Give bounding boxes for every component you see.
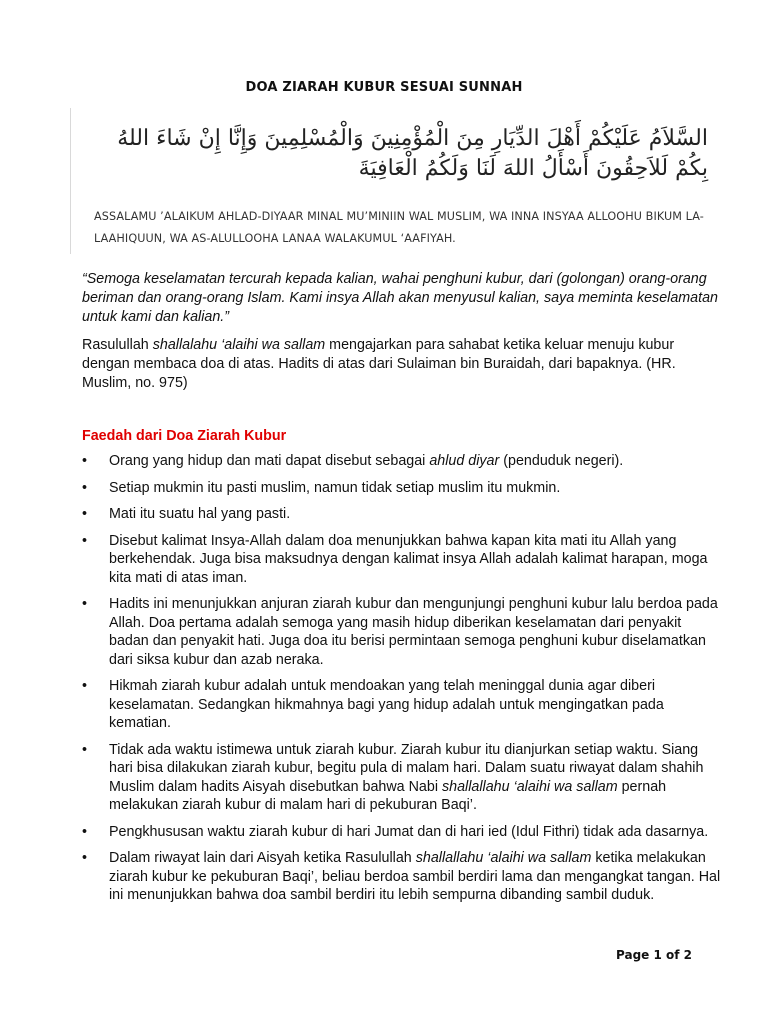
list-item: • Disebut kalimat Insya-Allah dalam doa menunjukkan bahwa kapan kita mati itu Allah yang berkehendak. Juga bisa maksudnya dengan kalimat insya Allah adalah kalimat harapan, moga kita mati di atas iman. [82,532,708,586]
benefit-list [82,452,722,913]
page-number: Page 1 of 2 [616,948,692,962]
bullet-icon: • [82,532,88,549]
list-item: • Mati itu suatu hal yang pasti. [82,506,291,522]
bullet-icon: • [82,823,88,840]
list-item: • Tidak ada waktu istimewa untuk ziarah kubur. Ziarah kubur itu dianjurkan setiap waktu. Siang hari bisa dilakukan ziarah kubur, begitu pula di malam hari. Dalam suatu riwayat dalam shahih Muslim dalam hadits Aisyah disebutkan bahwa Nabi shallallahu ‘alaihi wa sallam pernah melakukan ziarah kubur di malam hari di pekuburan Baqi’. [82,741,704,813]
list-item: • Hikmah ziarah kubur adalah untuk mendoakan yang telah meninggal dunia agar diberi keselamatan. Sedangkan hikmahnya bagi yang hidup adalah untuk mengingatkan pada kematian. [82,678,664,731]
hadith-note: Rasulullah shallalahu ‘alaihi wa sallam mengajarkan para sahabat ketika keluar menuju kubur dengan membaca doa di atas. Hadits di atas dari Sulaiman bin Buraidah, dari bapaknya. (HR. Muslim, no. 975) [82,337,676,391]
bullet-icon: • [82,453,88,469]
list-item: • Dalam riwayat lain dari Aisyah ketika Rasulullah shallallahu ‘alaihi wa sallam ketika melakukan ziarah kubur ke pekuburan Baqi’, beliau berdoa sambil berdiri lama dan mengangkat tangan. Hal ini menunjukkan bahwa doa sambil berdiri itu lebih sempurna dibanding sambil duduk. [82,850,721,903]
bullet-icon: • [82,596,88,612]
bullet-icon: • [82,850,88,866]
bullet-icon: • [82,479,88,496]
transliteration: ASSALAMU ’ALAIKUM AHLAD-DIYAAR MINAL MU’MINIIN WAL MUSLIM, WA INNA INSYAA ALLOOHU BIKUM LA-LAAHIQUUN, WA AS-ALULLOOHA LANAA WALAKUMUL ‘AAFIYAH. [94,210,704,245]
page-title: DOA ZIARAH KUBUR SESUAI SUNNAH [245,80,523,95]
bullet-icon: • [82,678,88,694]
list-item: • Setiap mukmin itu pasti muslim, namun tidak setiap muslim itu mukmin. [82,479,561,496]
list-item: • Hadits ini menunjukkan anjuran ziarah kubur dan mengunjungi penghuni kubur lalu berdoa pada Allah. Doa pertama adalah semoga yang masih hidup diberikan keselamatan dari penyakit badan dan penyakit hati. Juga doa itu berisi permintaan semoga penghuni kubur diselamatkan dari siksa kubur dan azab neraka. [82,596,718,668]
section-heading: Faedah dari Doa Ziarah Kubur [82,428,287,444]
arabic-prayer: السَّلاَمُ عَلَيْكُمْ أَهْلَ الدِّيَارِ مِنَ الْمُؤْمِنِينَ وَالْمُسْلِمِينَ وَإِنَّا إِنْ شَاءَ اللهُ بِكُمْ لَلاَحِقُونَ أَسْأَلُ اللهَ لَنَا وَلَكُمُ الْعَافِيَةَ [117,126,708,181]
bullet-icon: • [82,506,88,522]
bullet-icon: • [82,741,88,758]
prayer-meaning: “Semoga keselamatan tercurah kepada kalian, wahai penghuni kubur, dari (golongan) orang-orang beriman dan orang-orang Islam. Kami insya Allah akan menyusul kalian, saya meminta keselamatan untuk kami dan kalian.” [82,271,719,325]
list-item: • Orang yang hidup dan mati dapat disebut sebagai ahlud diyar (penduduk negeri). [82,453,624,469]
list-item: • Pengkhususan waktu ziarah kubur di hari Jumat dan di hari ied (Idul Fithri) tidak ada dasarnya. [82,823,709,840]
